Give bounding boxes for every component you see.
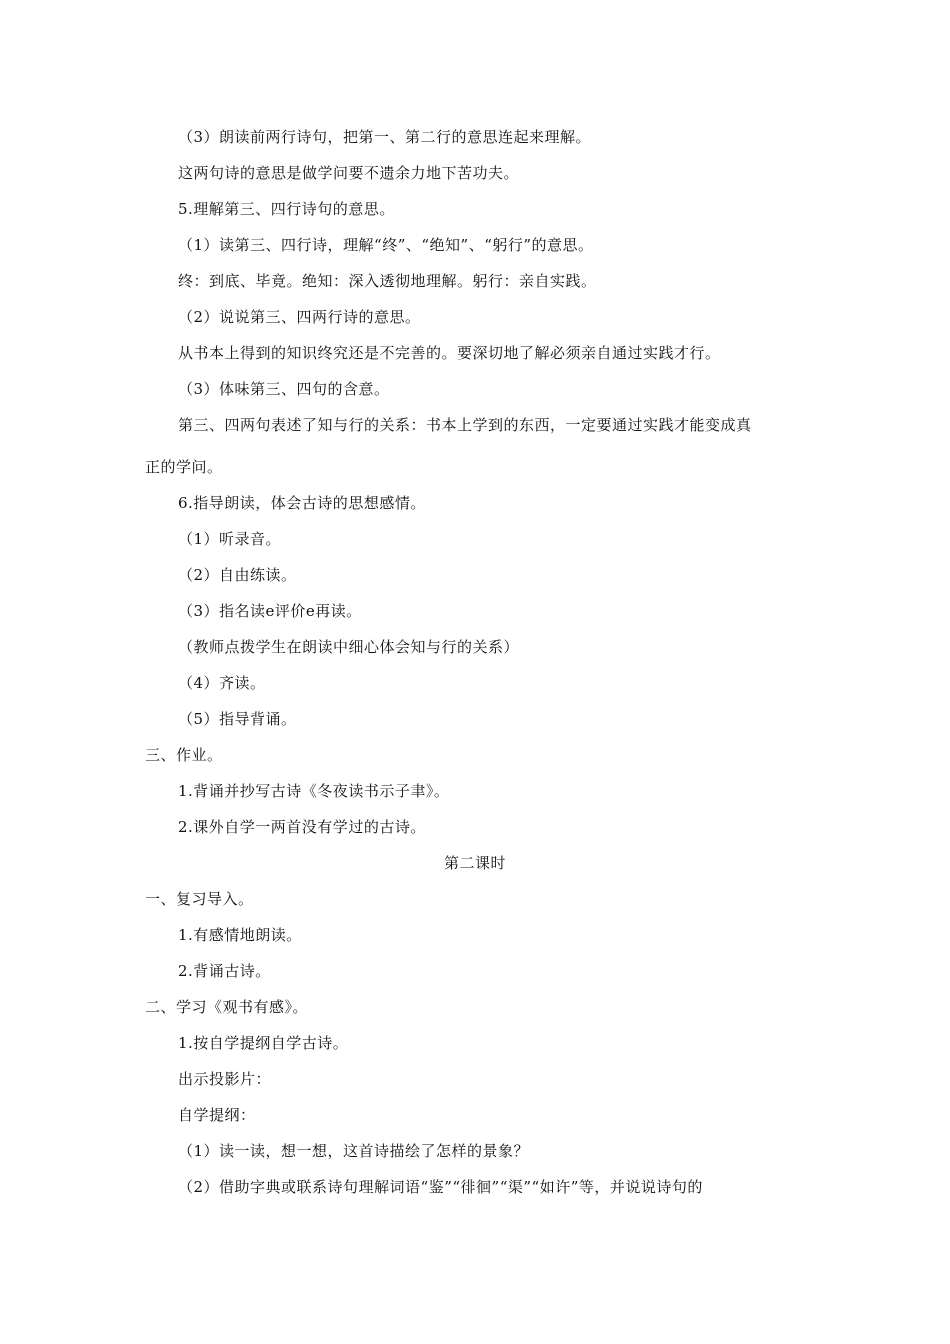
paragraph: 1.有感情地朗读。 <box>178 926 302 944</box>
paragraph: 自学提纲： <box>178 1106 256 1124</box>
paragraph: （教师点拨学生在朗读中细心体会知与行的关系） <box>178 638 520 656</box>
paragraph: （5）指导背诵。 <box>178 710 297 728</box>
paragraph: （2）说说第三、四两行诗的意思。 <box>178 308 421 326</box>
section-heading: 一、复习导入。 <box>145 890 254 908</box>
paragraph: （1）读第三、四行诗，理解“终”、“绝知”、“躬行”的意思。 <box>178 236 594 254</box>
paragraph: 2.背诵古诗。 <box>178 962 271 980</box>
section-heading: 二、学习《观书有感》。 <box>145 998 309 1016</box>
paragraph: （2）自由练读。 <box>178 566 297 584</box>
paragraph: 出示投影片： <box>178 1070 272 1088</box>
paragraph: 这两句诗的意思是做学问要不遗余力地下苦功夫。 <box>178 164 520 182</box>
step-heading: 6.指导朗读，体会古诗的思想感情。 <box>178 494 426 512</box>
paragraph: （2）借助字典或联系诗句理解词语“鉴”“徘徊”“渠”“如许”等，并说说诗句的 <box>178 1178 703 1196</box>
paragraph: （3）指名读e评价e再读。 <box>178 602 362 620</box>
paragraph: 第三、四两句表述了知与行的关系：书本上学到的东西，一定要通过实践才能变成真 <box>178 416 752 434</box>
paragraph-continuation: 正的学问。 <box>145 458 223 476</box>
paragraph: 终：到底、毕竟。绝知：深入透彻地理解。躬行：亲自实践。 <box>178 272 597 290</box>
paragraph: （1）听录音。 <box>178 530 282 548</box>
section-heading: 三、作业。 <box>145 746 223 764</box>
paragraph: （3）朗读前两行诗句，把第一、第二行的意思连起来理解。 <box>178 128 592 146</box>
paragraph: （4）齐读。 <box>178 674 266 692</box>
paragraph: 1.按自学提纲自学古诗。 <box>178 1034 349 1052</box>
paragraph: 从书本上得到的知识终究还是不完善的。要深切地了解必须亲自通过实践才行。 <box>178 344 721 362</box>
paragraph: （3）体味第三、四句的含意。 <box>178 380 390 398</box>
paragraph: 1.背诵并抄写古诗《冬夜读书示子聿》。 <box>178 782 450 800</box>
paragraph: 2.课外自学一两首没有学过的古诗。 <box>178 818 426 836</box>
paragraph: （1）读一读，想一想，这首诗描绘了怎样的景象？ <box>178 1142 530 1160</box>
lesson-title: 第二课时 <box>443 854 506 872</box>
step-heading: 5.理解第三、四行诗句的意思。 <box>178 200 395 218</box>
